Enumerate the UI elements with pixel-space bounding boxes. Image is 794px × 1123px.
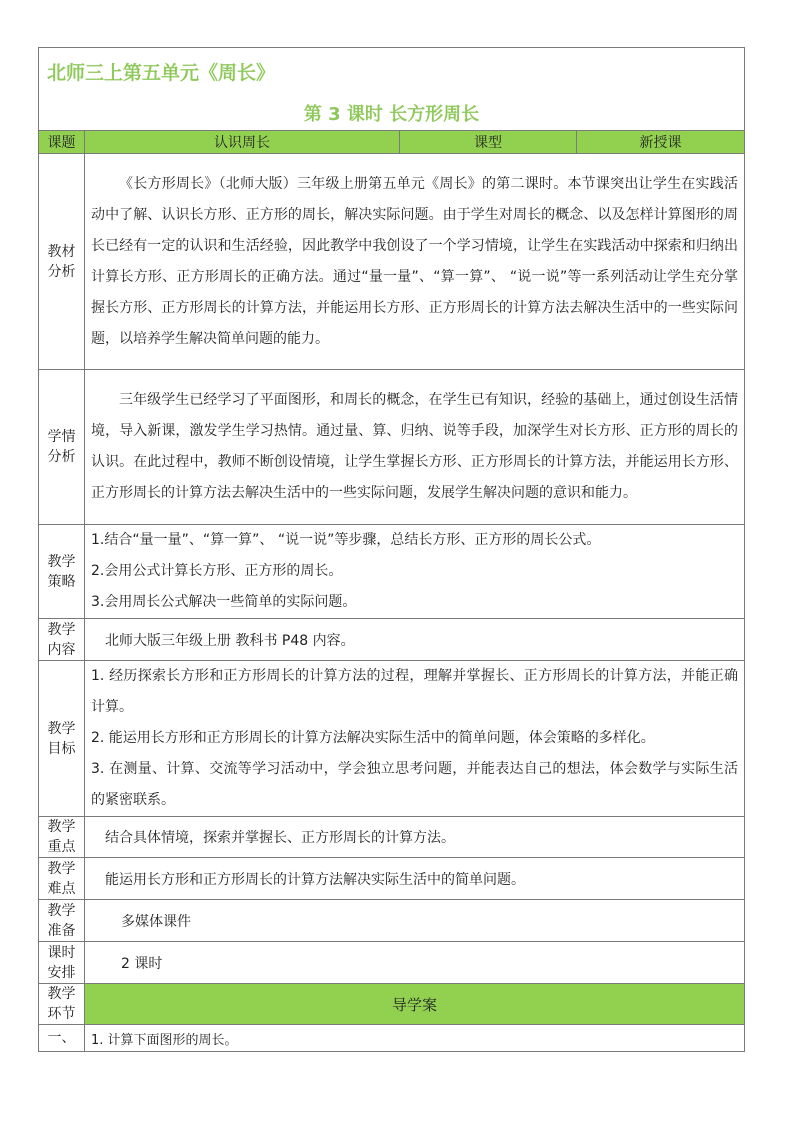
preparation-row (39, 900, 745, 942)
preparation-text: 多媒体课件 (85, 900, 745, 942)
goal-item: 2. 能运用长方形和正方形周长的计算方法解决实际生活中的简单问题，体会策略的多样化。 (91, 730, 655, 746)
lesson-plan-table (38, 47, 745, 1052)
strategy-row (39, 525, 745, 619)
step-one-row (39, 1025, 745, 1052)
lesson-title: 第 3 课时 长方形周长 (303, 104, 480, 125)
schedule-label: 课时 安排 (39, 942, 85, 984)
type-value: 新授课 (577, 131, 745, 154)
students-row (39, 370, 745, 525)
key-points-label: 教学 重点 (39, 817, 85, 858)
info-row (39, 131, 745, 154)
textbook-label: 教材 分析 (39, 154, 85, 370)
goals-row (39, 661, 745, 817)
difficulties-label: 教学 难点 (39, 858, 85, 900)
preparation-label: 教学 准备 (39, 900, 85, 942)
step-one-label: 一、 (39, 1025, 85, 1052)
lesson-plan-page (38, 47, 744, 1052)
strategy-item: 1.结合“量一量”、“算一算”、 “说一说”等步骤，总结长方形、正方形的周长公式。 (91, 532, 601, 548)
strategy-list (85, 525, 745, 619)
content-text: 北师大版三年级上册 教科书 P48 内容。 (85, 619, 745, 661)
process-label: 教学 环节 (39, 984, 85, 1025)
strategy-item: 3.会用周长公式解决一些简单的实际问题。 (91, 594, 357, 610)
students-analysis-text: 三年级学生已经学习了平面图形，和周长的概念，在学生已有知识，经验的基础上，通过创设生活情境，导入新课，激发学生学习热情。通过量、算、归纳、说等手段，加深学生对长方形、正方形的周长的认识。在此过程中，教师不断创设情境，让学生掌握长方形、正方形周长的计算方法，并能运用长方形、正方形周长的计算方法去解决生活中的一些实际问题，发展学生解决问题的意识和能力。 (85, 370, 745, 525)
unit-title: 北师三上第五单元《周长》 (47, 62, 276, 84)
process-row (39, 984, 745, 1025)
goal-item: 3. 在测量、计算、交流等学习活动中，学会独立思考问题，并能表达自己的想法，体会数学与实际生活的紧密联系。 (91, 761, 738, 808)
header-cell (39, 48, 745, 131)
content-label: 教学 内容 (39, 619, 85, 661)
schedule-row (39, 942, 745, 984)
key-points-text: 结合具体情境，探索并掌握长、正方形周长的计算方法。 (85, 817, 745, 858)
students-label: 学情 分析 (39, 370, 85, 525)
key-points-row (39, 817, 745, 858)
textbook-analysis-text: 《长方形周长》（北师大版）三年级上册第五单元《周长》的第二课时。本节课突出让学生在实践活动中了解、认识长方形、正方形的周长，解决实际问题。由于学生对周长的概念、以及怎样计算图形的周长已经有一定的认识和生活经验，因此教学中我创设了一个学习情境，让学生在实践活动中探索和归纳出计算长方形、正方形周长的正确方法。通过“量一量”、“算一算”、 “说一说”等一系列活动让学生充分掌握长方形、正方形周长的计算方法，并能运用长方形、正方形周长的计算方法去解决生活中的一些实际问题，以培养学生解决简单问题的能力。 (85, 154, 745, 370)
textbook-row (39, 154, 745, 370)
content-row (39, 619, 745, 661)
goals-label: 教学 目标 (39, 661, 85, 817)
goals-list (85, 661, 745, 817)
strategy-label: 教学 策略 (39, 525, 85, 619)
type-label: 课型 (400, 131, 577, 154)
topic-value: 认识周长 (85, 131, 400, 154)
strategy-item: 2.会用公式计算长方形、正方形的周长。 (91, 563, 343, 579)
difficulties-text: 能运用长方形和正方形周长的计算方法解决实际生活中的简单问题。 (85, 858, 745, 900)
goal-item: 1. 经历探索长方形和正方形周长的计算方法的过程，理解并掌握长、正方形周长的计算方法，并能正确计算。 (91, 668, 738, 715)
process-title: 导学案 (85, 984, 745, 1025)
topic-label: 课题 (39, 131, 85, 154)
schedule-text: 2 课时 (85, 942, 745, 984)
difficulties-row (39, 858, 745, 900)
step-one-text: 1. 计算下面图形的周长。 (85, 1025, 745, 1052)
